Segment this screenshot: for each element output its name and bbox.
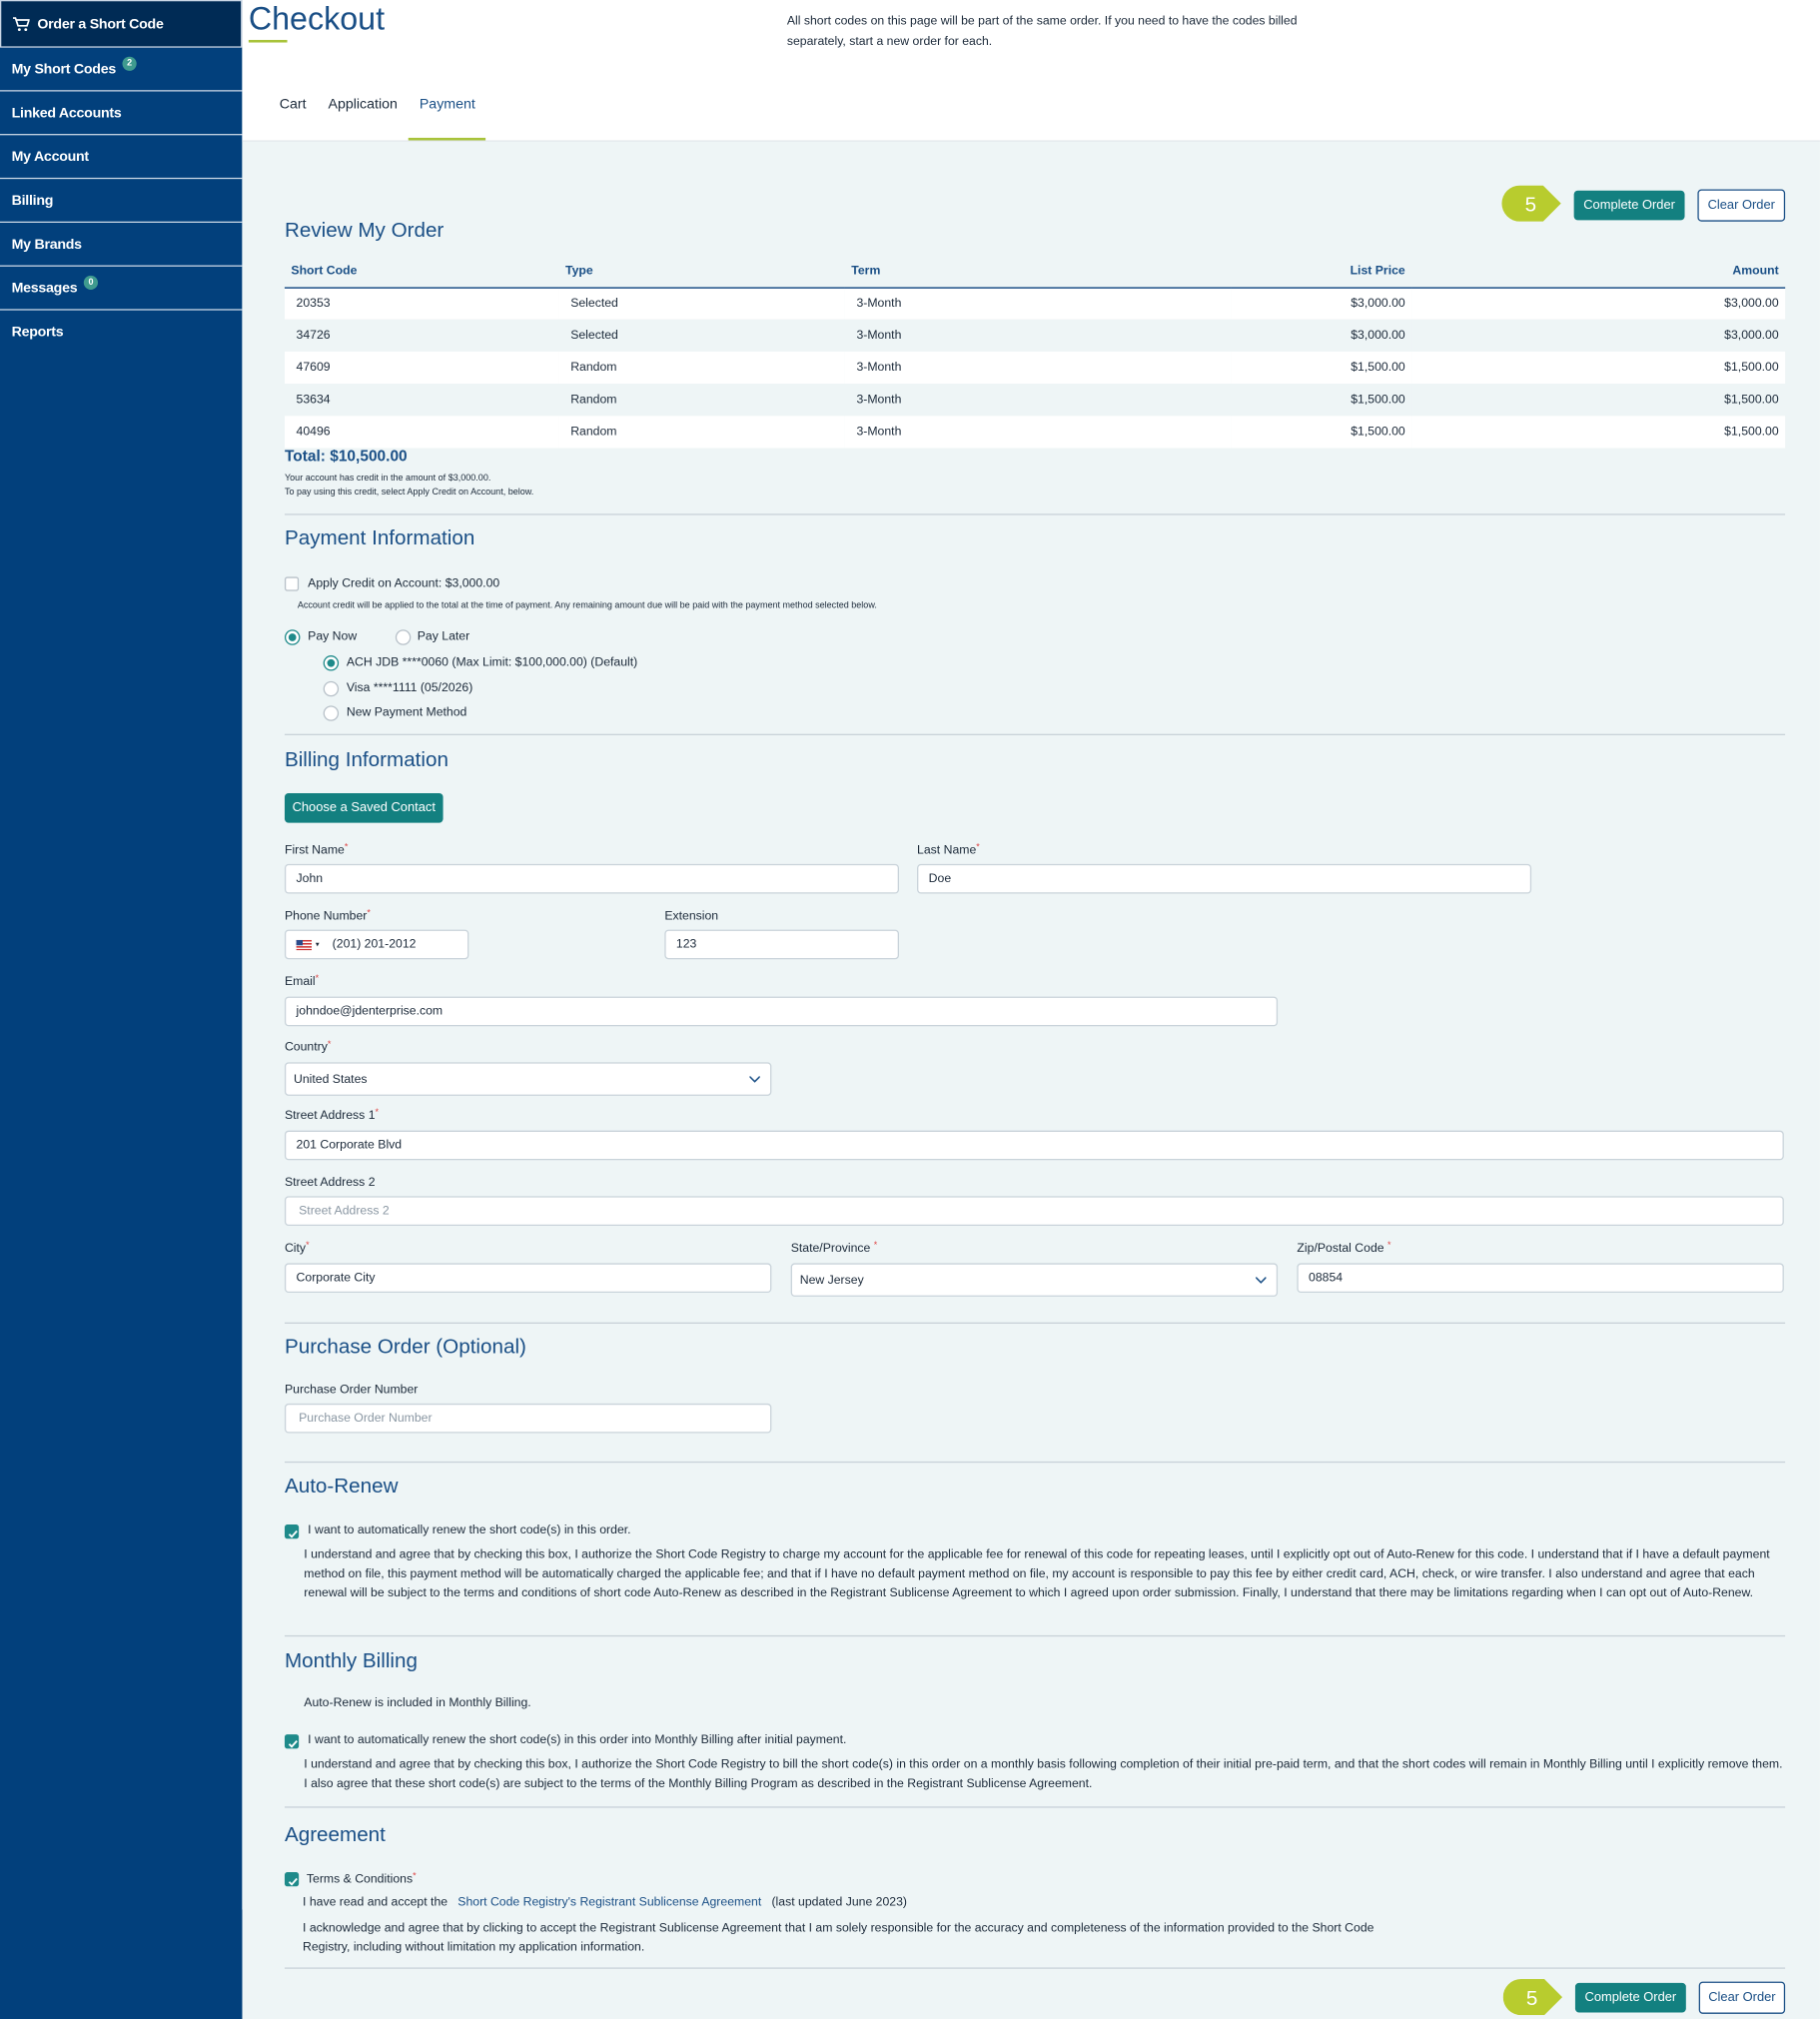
- monthly-billing-label: I want to automatically renew the short code(s) in this order into Monthly Billing after initial payment.: [308, 1732, 847, 1748]
- credit-note: Your account has credit in the amount of $3,000.00.: [284, 474, 491, 484]
- cell: 40496: [285, 416, 559, 448]
- pay-now-label: Pay Now: [308, 629, 358, 644]
- column-header: Type: [559, 256, 845, 287]
- checkout-tabs: [280, 97, 507, 141]
- terms-label: Terms & Conditions*: [306, 1872, 417, 1887]
- zip-label: Zip/Postal Code *: [1297, 1241, 1391, 1256]
- sidebar-item-billing[interactable]: [0, 179, 242, 223]
- cell: 3-Month: [845, 416, 1232, 448]
- street1-label: Street Address 1*: [284, 1108, 380, 1123]
- count-badge: 0: [84, 276, 98, 290]
- auto-renew-text: I understand and agree that by checking this box, I authorize the Short Code Registry to charge my account for the applicable fee for renewal of this code for repeating leases, until I explicitly opt out of Auto-Renew for this code. I understand that if I have a default payment method on file, this payment method will be automatically charged the applicable fee; and that if I have no default payment method on file, my account is responsible to pay this fee by either credit card, ACH, check, or wire transfer. I also understand and agree that each renewal will be subject to the terms and conditions of short code Auto-Renew as described in the Registrant Sublicense Agreement to which I agreed upon order submission. Finally, I understand that there may be limitations regarding when I can opt out of Auto-Renew.: [304, 1547, 1770, 1601]
- divider: [285, 1462, 1785, 1463]
- payment-method-label: New Payment Method: [346, 705, 467, 720]
- auto-renew-checkbox[interactable]: [285, 1524, 299, 1538]
- cell: Random: [559, 352, 845, 384]
- page-header: [242, 0, 1820, 142]
- order-notice: All short codes on this page will be part of the same order. If you need to have the codes billed separately, start a new order for each.: [786, 14, 1298, 49]
- complete-order-button[interactable]: Complete Order: [1574, 191, 1685, 221]
- sidebar-item-my-account[interactable]: [0, 135, 242, 179]
- chevron-down-icon: [749, 1074, 759, 1084]
- payment-method-label: ACH JDB ****0060 (Max Limit: $100,000.00) (Default): [346, 655, 638, 670]
- sidebar-item-my-brands[interactable]: [0, 223, 242, 267]
- chevron-down-icon[interactable]: ▾: [315, 941, 320, 949]
- apply-credit-checkbox[interactable]: [285, 576, 299, 590]
- sidebar-item-label: Messages: [11, 280, 78, 296]
- tab-payment[interactable]: Payment: [408, 97, 484, 141]
- cell: $1,500.00: [1232, 384, 1412, 416]
- sidebar-item-messages[interactable]: [0, 267, 242, 311]
- step-marker-icon: [1501, 186, 1560, 222]
- divider: [285, 1806, 1785, 1807]
- divider: [285, 1323, 1785, 1324]
- cell: $3,000.00: [1232, 320, 1412, 352]
- check-icon: [286, 1527, 300, 1541]
- sidebar-item-label: My Brands: [11, 236, 82, 252]
- review-title: Review My Order: [284, 220, 445, 243]
- cell: 3-Month: [845, 352, 1232, 384]
- first-name-label: First Name*: [284, 843, 349, 858]
- purchase-order-title: Purchase Order (Optional): [284, 1336, 526, 1359]
- credit-note: To pay using this credit, select Apply Credit on Account, below.: [284, 488, 534, 498]
- agreement-title: Agreement: [284, 1824, 386, 1847]
- terms-checkbox[interactable]: [285, 1872, 299, 1886]
- sidebar-item-label: Reports: [11, 324, 64, 341]
- tab-cart[interactable]: Cart: [279, 96, 307, 113]
- complete-order-button[interactable]: Complete Order: [1575, 1983, 1686, 2013]
- check-icon: [286, 1737, 300, 1751]
- payment-method-radio[interactable]: [324, 681, 339, 696]
- zip-field[interactable]: 08854: [1297, 1263, 1783, 1293]
- cell: 53634: [285, 384, 559, 416]
- country-label: Country*: [284, 1040, 332, 1055]
- cell: $3,000.00: [1411, 287, 1785, 319]
- sidebar-item-my-short-codes[interactable]: [0, 48, 242, 92]
- country-select[interactable]: [285, 1062, 771, 1096]
- email-field[interactable]: johndoe@jdenterprise.com: [285, 997, 1278, 1027]
- step-marker-icon: [1503, 1979, 1562, 2015]
- cell: 34726: [285, 320, 559, 352]
- email-label: Email*: [284, 974, 320, 989]
- divider: [285, 1967, 1785, 1968]
- cell: Random: [559, 416, 845, 448]
- svg-text:5: 5: [1524, 193, 1537, 217]
- purchase-order-field[interactable]: Purchase Order Number: [285, 1404, 771, 1434]
- purchase-order-label: Purchase Order Number: [284, 1383, 419, 1398]
- pay-later-radio[interactable]: [396, 629, 411, 644]
- last-name-label: Last Name*: [917, 843, 980, 858]
- billing-title: Billing Information: [284, 749, 449, 772]
- count-badge: 2: [122, 57, 136, 71]
- table-row: [285, 352, 1785, 384]
- table-row: [285, 320, 1785, 352]
- auto-renew-title: Auto-Renew: [284, 1476, 399, 1498]
- street-address-1-field[interactable]: 201 Corporate Blvd: [285, 1131, 1784, 1161]
- apply-credit-note: Account credit will be applied to the total at the time of payment. Any remaining amount due will be paid with the payment method selected below.: [297, 600, 877, 610]
- sidebar-item-label: Billing: [11, 192, 54, 209]
- monthly-billing-checkbox[interactable]: [285, 1734, 299, 1748]
- state-select[interactable]: [791, 1263, 1278, 1297]
- us-flag-icon: [297, 939, 312, 949]
- cart-icon: [13, 16, 31, 31]
- title-underline: [249, 40, 288, 43]
- choose-saved-contact-button[interactable]: Choose a Saved Contact: [285, 793, 444, 823]
- divider: [285, 734, 1785, 735]
- cell: 20353: [285, 287, 559, 319]
- sidebar: [0, 0, 242, 2019]
- first-name-field[interactable]: John: [285, 864, 899, 894]
- sidebar-item-label: Order a Short Code: [37, 16, 164, 32]
- pay-now-radio[interactable]: [285, 629, 300, 644]
- phone-field[interactable]: [285, 930, 468, 960]
- clear-order-button[interactable]: Clear Order: [1699, 1982, 1785, 2014]
- payment-method-radio[interactable]: [324, 655, 339, 670]
- cell: Selected: [559, 287, 845, 319]
- divider: [285, 513, 1785, 514]
- table-row: [285, 416, 1785, 448]
- cell: $1,500.00: [1411, 416, 1785, 448]
- checkout-main: [242, 142, 1820, 2019]
- monthly-included-note: Auto-Renew is included in Monthly Billing.: [304, 1695, 531, 1710]
- cell: $1,500.00: [1411, 384, 1785, 416]
- column-header: Amount: [1411, 256, 1785, 287]
- extension-label: Extension: [664, 908, 719, 924]
- sidebar-item-reports[interactable]: [0, 311, 242, 355]
- extension-field[interactable]: 123: [664, 930, 899, 960]
- pay-later-label: Pay Later: [417, 629, 470, 644]
- table-row: [285, 384, 1785, 416]
- monthly-billing-text: I understand and agree that by checking this box, I authorize the Short Code Registry to bill the short code(s) in this order on a monthly basis following completion of their initial pre-paid term, and that the short codes will remain in Monthly Billing until I explicitly remove them. I also agree that these short code(s) are subject to the terms of the Monthly Billing Program as described in the Registrant Sublicense Agreement.: [304, 1757, 1783, 1791]
- cell: $1,500.00: [1411, 352, 1785, 384]
- state-label: State/Province *: [790, 1241, 878, 1256]
- tab-application[interactable]: Application: [328, 96, 398, 113]
- page-title: Checkout: [248, 1, 386, 38]
- table-row: [285, 287, 1785, 319]
- accept-suffix: (last updated June 2023): [771, 1895, 907, 1910]
- divider: [285, 1635, 1785, 1636]
- column-header: Term: [845, 256, 1232, 287]
- order-total: Total: $10,500.00: [284, 447, 408, 466]
- cell: Selected: [559, 320, 845, 352]
- state-value: New Jersey: [799, 1273, 864, 1288]
- column-header: Short Code: [285, 256, 559, 287]
- acknowledgement-text: I acknowledge and agree that by clicking to accept the Registrant Sublicense Agreement that I am solely responsible for the accuracy and completeness of the information provided to the Short Code Registry, including without limitation my application information.: [303, 1921, 1374, 1955]
- column-header: List Price: [1232, 256, 1412, 287]
- city-label: City*: [284, 1241, 310, 1256]
- check-icon: [286, 1875, 300, 1889]
- cell: 3-Month: [845, 384, 1232, 416]
- cell: 3-Month: [845, 320, 1232, 352]
- last-name-field[interactable]: Doe: [917, 864, 1531, 894]
- street-address-2-field[interactable]: Street Address 2: [285, 1196, 1784, 1226]
- cell: 47609: [285, 352, 559, 384]
- cell: $3,000.00: [1232, 287, 1412, 319]
- sidebar-footer: [0, 1909, 242, 2019]
- cell: $1,500.00: [1232, 352, 1412, 384]
- auto-renew-label: I want to automatically renew the short code(s) in this order.: [308, 1522, 631, 1537]
- phone-value: (201) 201-2012: [332, 937, 417, 952]
- chevron-down-icon: [1256, 1275, 1266, 1285]
- payment-method-radio[interactable]: [324, 705, 339, 720]
- order-table: [285, 256, 1785, 448]
- sidebar-item-label: My Account: [11, 148, 89, 165]
- country-value: United States: [293, 1072, 368, 1087]
- sidebar-item-label: My Short Codes: [11, 61, 116, 77]
- cell: Random: [559, 384, 845, 416]
- monthly-billing-title: Monthly Billing: [284, 1650, 418, 1673]
- accept-prefix: I have read and accept the: [303, 1895, 449, 1910]
- payment-method-label: Visa ****1111 (05/2026): [346, 680, 473, 696]
- apply-credit-label: Apply Credit on Account: $3,000.00: [308, 576, 500, 591]
- clear-order-button[interactable]: Clear Order: [1697, 189, 1785, 221]
- cell: $1,500.00: [1232, 416, 1412, 448]
- accept-line: [303, 1895, 907, 1909]
- sidebar-item-linked-accounts[interactable]: [0, 92, 242, 136]
- svg-text:5: 5: [1525, 1986, 1538, 2010]
- cell: 3-Month: [845, 287, 1232, 319]
- sidebar-item-label: Linked Accounts: [11, 105, 122, 121]
- sublicense-agreement-link[interactable]: Short Code Registry's Registrant Sublicense Agreement: [457, 1895, 762, 1910]
- sidebar-item-order-short-code[interactable]: [0, 0, 242, 48]
- phone-label: Phone Number*: [284, 908, 371, 924]
- cell: $3,000.00: [1411, 320, 1785, 352]
- table-header-row: [285, 256, 1785, 287]
- payment-title: Payment Information: [284, 527, 475, 550]
- city-field[interactable]: Corporate City: [285, 1263, 771, 1293]
- street2-label: Street Address 2: [284, 1175, 376, 1190]
